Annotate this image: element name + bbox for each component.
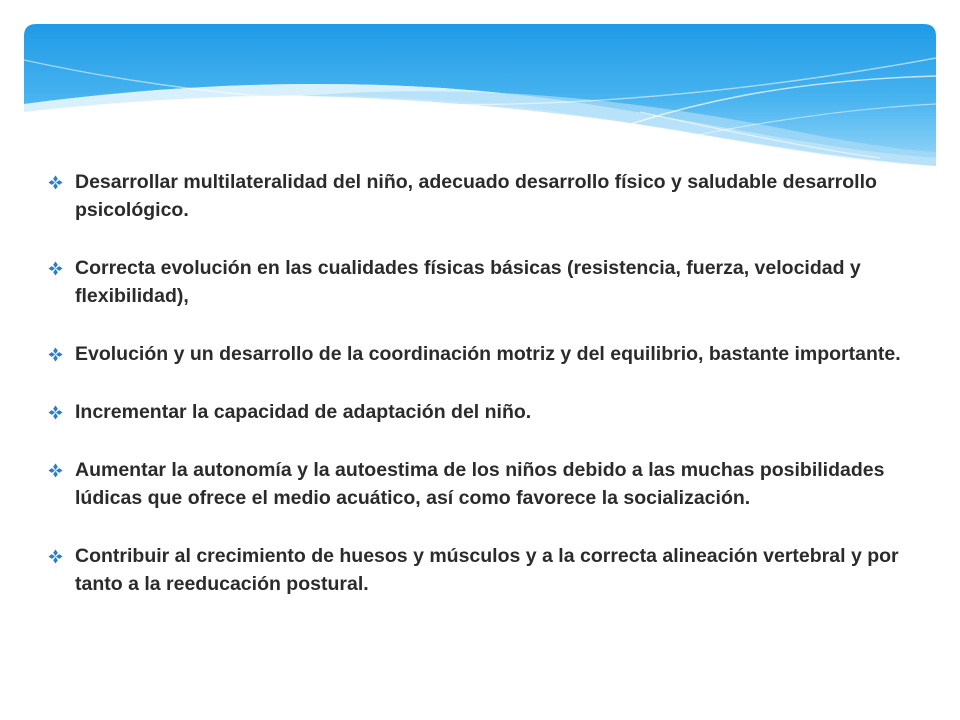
four-diamond-bullet-icon bbox=[48, 549, 63, 564]
header-wave-banner bbox=[0, 0, 960, 175]
bullet-text: Desarrollar multilateralidad del niño, adecuado desarrollo físico y saludable desarrollo psicológico. bbox=[75, 171, 877, 221]
bullet-text: Evolución y un desarrollo de la coordinación motriz y del equilibrio, bastante importante. bbox=[75, 343, 901, 365]
four-diamond-bullet-icon bbox=[48, 175, 63, 190]
four-diamond-bullet-icon bbox=[48, 463, 63, 478]
bullet-text: Correcta evolución en las cualidades físicas básicas (resistencia, fuerza, velocidad y flexibilidad), bbox=[75, 257, 861, 307]
bullet-text: Incrementar la capacidad de adaptación del niño. bbox=[75, 401, 532, 423]
bullet-item-2 bbox=[48, 254, 928, 310]
four-diamond-bullet-icon bbox=[48, 347, 63, 362]
bullet-item-4 bbox=[48, 398, 928, 426]
bullet-text: Aumentar la autonomía y la autoestima de los niños debido a las muchas posibilidades lúdicas que ofrece el medio acuático, así como favorece la socialización. bbox=[75, 459, 885, 509]
bullet-text: Contribuir al crecimiento de huesos y músculos y a la correcta alineación vertebral y por tanto a la reeducación postural. bbox=[75, 545, 899, 595]
bullet-item-3 bbox=[48, 340, 928, 368]
bullet-item-6 bbox=[48, 542, 928, 598]
bullet-item-5 bbox=[48, 456, 928, 512]
bullet-list bbox=[48, 168, 928, 598]
four-diamond-bullet-icon bbox=[48, 261, 63, 276]
bullet-item-1 bbox=[48, 168, 928, 224]
four-diamond-bullet-icon bbox=[48, 405, 63, 420]
